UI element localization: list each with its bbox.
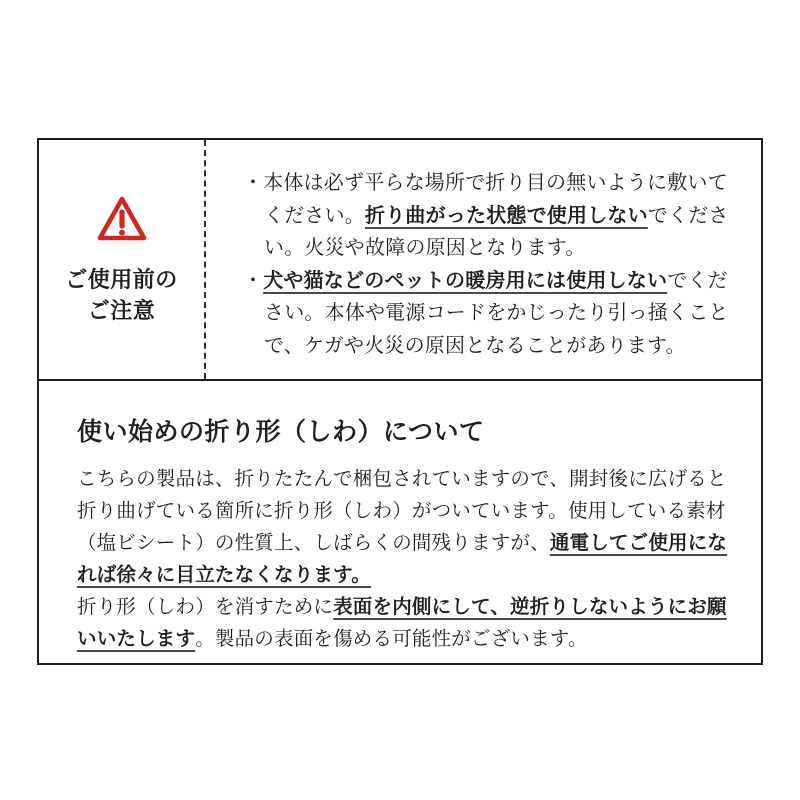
wrinkle-paragraph (77, 463, 745, 591)
emphasized-text: 折り曲がった状態で使用しない (365, 204, 648, 227)
caution-item-text (263, 270, 728, 357)
caution-item-text (263, 172, 728, 259)
emphasized-text: 表面を内側にして、逆折りしないようにお願いいたします (77, 596, 727, 650)
text-segment: 本体は必ず平らな場所で折り目の無いように敷いてください。 (263, 172, 728, 227)
text-segment: 折り形（しわ）を消すために (77, 596, 334, 618)
emphasized-text: 通電してご使用になれば徐々に目立たなくなります。 (77, 532, 728, 586)
caution-item (243, 265, 745, 363)
wrinkle-section-title: 使い始めの折り形（しわ）について (77, 418, 485, 446)
wrinkle-paragraph (77, 591, 745, 655)
warning-triangle-icon (96, 195, 148, 243)
emphasized-text: 犬や猫などのペットの暖房用には使用しない (263, 269, 668, 292)
caution-label-cell (39, 140, 206, 379)
text-segment: 。製品の表面を傷める可能性がございます。 (195, 628, 588, 650)
bullet-marker: ・ (243, 172, 264, 194)
caution-heading-line2: ご注意 (87, 298, 156, 323)
wrinkle-section-body (77, 463, 745, 655)
bullet-marker: ・ (243, 269, 264, 292)
caution-heading-line1: ご使用前の (65, 267, 178, 292)
caution-heading (65, 264, 178, 326)
wrinkle-info-section (37, 379, 763, 665)
caution-text-cell (206, 140, 761, 379)
text-segment: でください。火災や故障の原因となります。 (264, 204, 729, 259)
text-segment: でください。本体や電源コードをかじったり引っ掻くことで、ケガや火災の原因となることがあります。 (264, 269, 729, 357)
text-segment: こちらの製品は、折りたたんで梱包されていますので、開封後に広げると折り曲げている箇所に折り形（しわ）がついています。使用している素材（塩ビシート）の性質上、しばらくの間残りますが、 (77, 468, 727, 554)
caution-section (37, 138, 763, 381)
caution-item (243, 167, 745, 265)
